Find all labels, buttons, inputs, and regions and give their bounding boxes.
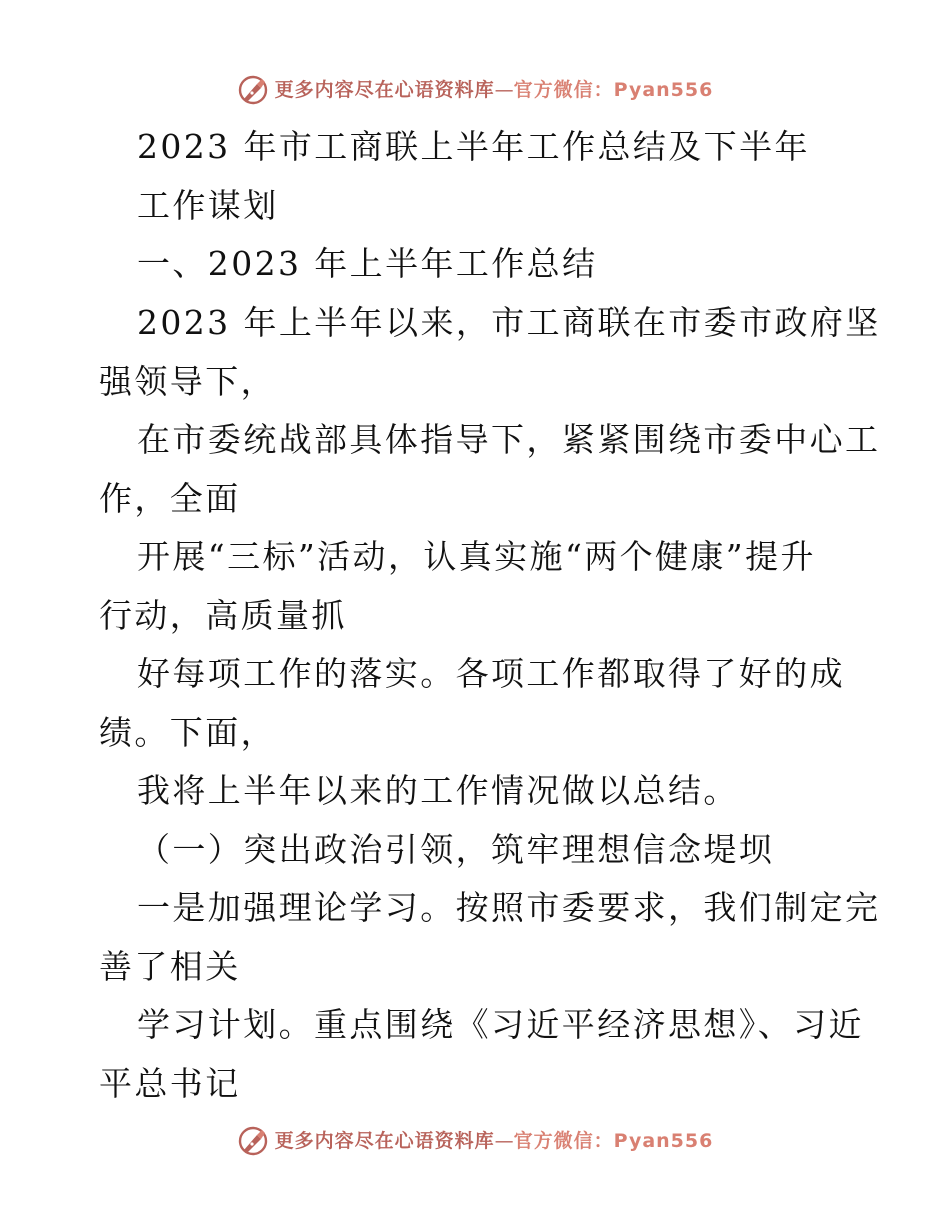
paragraph-line: 开展“三标”活动，认真实施“两个健康”提升 [137,537,816,576]
watermark-separator: — [494,1130,514,1152]
paragraph-line: 绩。下面， [99,713,276,752]
paragraph-line: 2023 年上半年以来，市工商联在市委市政府坚 [137,303,881,342]
document-title-line-1: 2023 年市工商联上半年工作总结及下半年 [137,127,810,166]
pen-nib-logo-icon [237,1125,269,1157]
watermark-contact-text: 官方微信：Pyan556 [513,79,714,101]
paragraph-line: 好每项工作的落实。各项工作都取得了好的成 [137,654,845,693]
document-title-line-2: 工作谋划 [137,186,279,225]
footer-watermark [0,1125,950,1157]
paragraph-line: 在市委统战部具体指导下，紧紧围绕市委中心工 [137,420,881,459]
watermark-contact-text: 官方微信：Pyan556 [513,1130,714,1152]
paragraph-line: 作，全面 [99,479,241,518]
watermark-separator: — [494,79,514,101]
subsection-heading: （一）突出政治引领，筑牢理想信念堤坝 [137,830,775,869]
paragraph-line: 善了相关 [99,947,241,986]
paragraph-line: 学习计划。重点围绕《习近平经济思想》、习近 [137,1005,864,1044]
paragraph-line: 一是加强理论学习。按照市委要求，我们制定完 [137,888,881,927]
paragraph-line: 我将上半年以来的工作情况做以总结。 [137,771,739,810]
paragraph-line: 行动，高质量抓 [99,596,347,635]
watermark-main-text: 更多内容尽在心语资料库 [274,79,495,101]
section-heading: 一、2023 年上半年工作总结 [137,244,598,283]
paragraph-line: 平总书记 [99,1064,241,1103]
watermark-main-text: 更多内容尽在心语资料库 [274,1130,495,1152]
paragraph-line: 强领导下， [99,362,276,401]
